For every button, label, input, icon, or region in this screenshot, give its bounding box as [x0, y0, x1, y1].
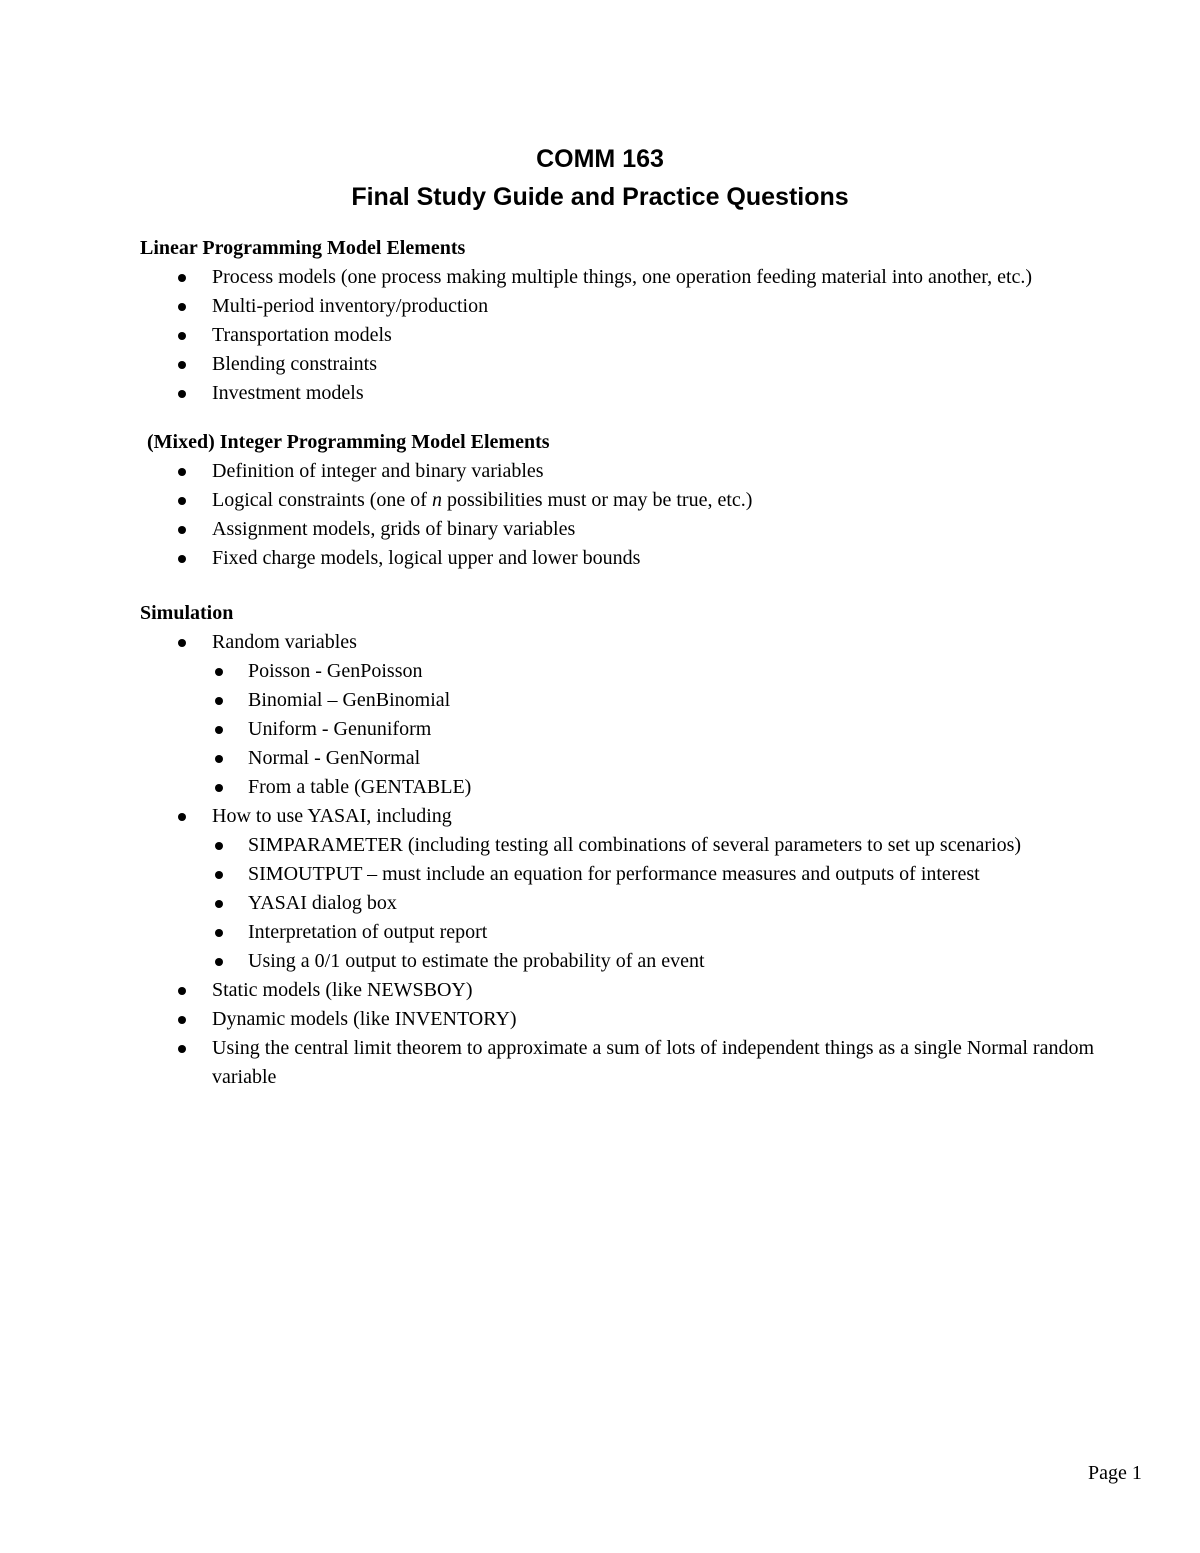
- list-item-text-italic: n: [431, 489, 442, 511]
- sub-list-item: [212, 744, 1130, 773]
- sub-list-item-text: YASAI dialog box: [248, 892, 397, 914]
- sub-list-item: [212, 918, 1130, 947]
- bullet-icon: [178, 303, 186, 311]
- list-item: [140, 292, 1130, 321]
- sub-list-item: [212, 715, 1130, 744]
- sub-list-item: [212, 773, 1130, 802]
- list-item-text: Static models (like NEWSBOY): [212, 979, 473, 1001]
- list-item-text: Multi-period inventory/production: [212, 295, 489, 317]
- list-item-text: How to use YASAI, including: [212, 805, 452, 827]
- bullet-icon: [215, 929, 223, 937]
- section-heading: Simulation: [140, 602, 234, 624]
- sub-list-item: [212, 657, 1130, 686]
- sub-list-item-text: Uniform - Genuniform: [248, 718, 432, 740]
- section-heading: Linear Programming Model Elements: [140, 237, 466, 259]
- sub-list-item-text: Interpretation of output report: [248, 921, 488, 943]
- section-simulation: [140, 599, 1130, 1092]
- bullet-icon: [178, 1045, 186, 1053]
- bullet-icon: [178, 987, 186, 995]
- section-heading: (Mixed) Integer Programming Model Elements: [147, 431, 550, 453]
- list-item-text: Assignment models, grids of binary variables: [212, 518, 576, 540]
- bullet-icon: [178, 1016, 186, 1024]
- title-block: [0, 140, 1200, 216]
- sub-list-item-text: SIMOUTPUT – must include an equation for performance measures and outputs of interest: [248, 863, 980, 885]
- list-item: [140, 976, 1130, 1005]
- bullet-list: [140, 628, 1130, 1092]
- bullet-icon: [178, 639, 186, 647]
- list-item-text: Definition of integer and binary variables: [212, 460, 544, 482]
- list-item: [140, 457, 1130, 486]
- list-item-text: Process models (one process making multiple things, one operation feeding material into another, etc.): [212, 266, 1033, 288]
- sub-list-item-text: Poisson - GenPoisson: [248, 660, 423, 682]
- list-item-text: Dynamic models (like INVENTORY): [212, 1008, 517, 1030]
- sub-list-item: [212, 889, 1130, 918]
- list-item: [140, 350, 1130, 379]
- section-integer-programming: [140, 428, 1130, 573]
- bullet-icon: [215, 958, 223, 966]
- list-item-text: Investment models: [212, 382, 364, 404]
- page-number: Page 1: [1088, 1462, 1142, 1484]
- bullet-icon: [178, 274, 186, 282]
- bullet-list: [140, 457, 1130, 573]
- bullet-icon: [215, 842, 223, 850]
- bullet-icon: [178, 361, 186, 369]
- list-item: [140, 1034, 1130, 1092]
- list-item: [140, 515, 1130, 544]
- list-item-text: Blending constraints: [212, 353, 377, 375]
- sub-list-item-text: SIMPARAMETER (including testing all combinations of several parameters to set up scenarios): [248, 834, 1022, 856]
- list-item-text: Transportation models: [212, 324, 392, 346]
- sub-list-item-text: Normal - GenNormal: [248, 747, 421, 769]
- bullet-icon: [215, 871, 223, 879]
- sub-bullet-list: [212, 657, 1130, 802]
- list-item-text: Using the central limit theorem to approximate a sum of lots of independent things as a single Normal random variable: [212, 1037, 1095, 1088]
- list-item: [140, 1005, 1130, 1034]
- bullet-icon: [178, 332, 186, 340]
- sub-list-item-text: From a table (GENTABLE): [248, 776, 472, 798]
- list-item: [140, 544, 1130, 573]
- list-item-text-after: possibilities must or may be true, etc.): [441, 489, 753, 511]
- bullet-icon: [215, 697, 223, 705]
- bullet-icon: [215, 755, 223, 763]
- sub-bullet-list: [212, 831, 1130, 976]
- bullet-icon: [215, 668, 223, 676]
- list-item: [140, 628, 1130, 802]
- list-item: [140, 486, 1130, 515]
- document-title: Final Study Guide and Practice Questions: [351, 183, 849, 211]
- bullet-icon: [215, 726, 223, 734]
- bullet-icon: [178, 390, 186, 398]
- bullet-icon: [178, 497, 186, 505]
- sub-list-item: [212, 860, 1130, 889]
- list-item-text-before: Logical constraints (one of: [212, 489, 432, 511]
- bullet-icon: [215, 900, 223, 908]
- sub-list-item-text: Using a 0/1 output to estimate the probability of an event: [248, 950, 705, 972]
- list-item: [140, 263, 1130, 292]
- bullet-icon: [178, 555, 186, 563]
- list-item: [140, 379, 1130, 408]
- course-code-title: COMM 163: [536, 145, 664, 173]
- list-item: [140, 802, 1130, 976]
- bullet-icon: [178, 468, 186, 476]
- list-item-text: Random variables: [212, 631, 357, 653]
- sub-list-item: [212, 686, 1130, 715]
- sub-list-item: [212, 831, 1130, 860]
- bullet-icon: [215, 784, 223, 792]
- list-item-text: Fixed charge models, logical upper and lower bounds: [212, 547, 641, 569]
- bullet-icon: [178, 813, 186, 821]
- sub-list-item-text: Binomial – GenBinomial: [248, 689, 451, 711]
- bullet-icon: [178, 526, 186, 534]
- list-item: [140, 321, 1130, 350]
- sub-list-item: [212, 947, 1130, 976]
- study-guide-content: [140, 234, 1130, 1112]
- bullet-list: [140, 263, 1130, 408]
- section-linear-programming: [140, 234, 1130, 408]
